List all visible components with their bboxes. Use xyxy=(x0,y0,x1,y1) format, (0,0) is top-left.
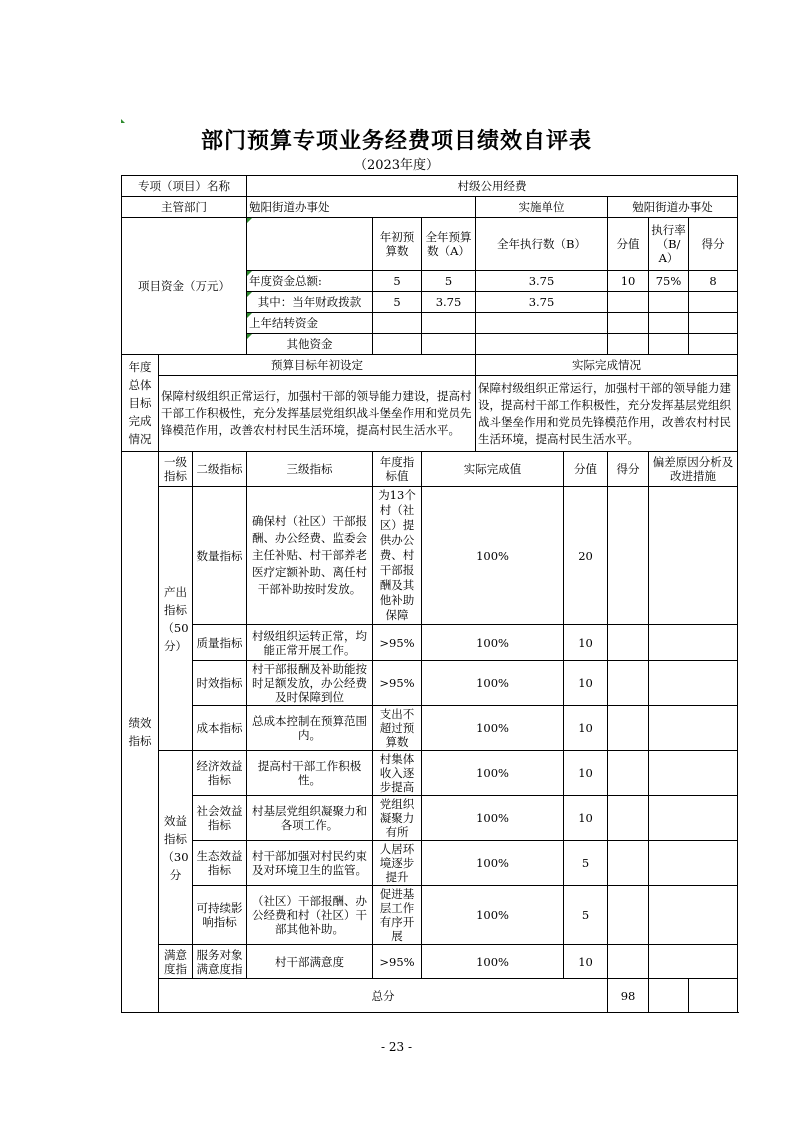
goals-actual-text: 保障村级组织正常运行，加强村干部的领导能力建设，提高村干部工作积极性，充分发挥基层党组织战斗堡垒作用和党员先锋模范作用，改善农村村民生活环境，提高村民生活水平。 xyxy=(476,376,738,452)
target-cell: 党组织凝聚力有所 xyxy=(373,796,422,841)
total-label: 总分 xyxy=(159,979,608,1013)
level3-cell: 总成本控制在预算范围内。 xyxy=(247,706,373,751)
page-number: - 23 - xyxy=(380,1040,412,1054)
analysis-cell xyxy=(649,886,738,945)
col-level2: 二级指标 xyxy=(193,452,247,487)
score-max-cell: 5 xyxy=(564,841,608,886)
funds-score: 8 xyxy=(689,271,738,292)
indicator-row xyxy=(122,625,738,661)
total-row xyxy=(122,979,738,1013)
score-max-cell: 10 xyxy=(564,661,608,706)
funds-initial: 5 xyxy=(373,292,422,313)
level2-cell: 生态效益指标 xyxy=(193,841,247,886)
score-cell xyxy=(608,945,649,979)
funds-score xyxy=(689,334,738,355)
target-cell: >95% xyxy=(373,625,422,661)
col-actual: 实际完成值 xyxy=(422,452,564,487)
goals-planned-header: 预算目标年初设定 xyxy=(159,355,476,376)
project-name-label: 专项（项目）名称 xyxy=(122,176,247,197)
funds-score-max xyxy=(608,292,649,313)
actual-cell: 100% xyxy=(422,706,564,751)
score-cell xyxy=(608,706,649,751)
indicator-row xyxy=(122,841,738,886)
funds-label: 项目资金（万元） xyxy=(122,218,247,355)
analysis-cell xyxy=(649,751,738,796)
funds-row-label: 其他资金 xyxy=(247,334,373,355)
funds-executed: 3.75 xyxy=(476,271,608,292)
funds-initial xyxy=(373,334,422,355)
total-score-max: 98 xyxy=(608,979,649,1013)
funds-score xyxy=(689,292,738,313)
funds-score xyxy=(689,313,738,334)
indicator-row xyxy=(122,751,738,796)
level3-cell: 村干部报酬及补助能按时足额发放，办公经费及时保障到位 xyxy=(247,661,373,706)
actual-cell: 100% xyxy=(422,625,564,661)
col-target: 年度指标值 xyxy=(373,452,422,487)
score-cell xyxy=(608,796,649,841)
indicator-row xyxy=(122,706,738,751)
corner-mark xyxy=(121,119,125,123)
indicator-row xyxy=(122,945,738,979)
funds-row-label: 年度资金总额: xyxy=(247,271,373,292)
funds-annual xyxy=(422,334,476,355)
funds-rate xyxy=(649,313,689,334)
funds-annual xyxy=(422,313,476,334)
actual-cell: 100% xyxy=(422,487,564,625)
col-annual-budget: 全年预算数（A） xyxy=(422,218,476,271)
score-max-cell: 10 xyxy=(564,796,608,841)
analysis-cell xyxy=(649,487,738,625)
level3-cell: 村干部满意度 xyxy=(247,945,373,979)
indicator-row xyxy=(122,661,738,706)
score-cell xyxy=(608,661,649,706)
department-row xyxy=(122,197,738,218)
level2-cell: 数量指标 xyxy=(193,487,247,625)
actual-cell: 100% xyxy=(422,661,564,706)
benefit-indicator-label: 效益指标（30分 xyxy=(159,751,193,945)
score-cell xyxy=(608,751,649,796)
funds-annual: 5 xyxy=(422,271,476,292)
score-cell xyxy=(608,886,649,945)
col-score-max: 分值 xyxy=(608,218,649,271)
output-indicator-label: 产出指标（50分） xyxy=(159,487,193,751)
dept-label: 主管部门 xyxy=(122,197,247,218)
col-executed: 全年执行数（B） xyxy=(476,218,608,271)
funds-executed xyxy=(476,334,608,355)
funds-annual: 3.75 xyxy=(422,292,476,313)
funds-executed xyxy=(476,313,608,334)
actual-cell: 100% xyxy=(422,886,564,945)
col-analysis: 偏差原因分析及改进措施 xyxy=(649,452,738,487)
goals-label: 年度总体目标完成情况 xyxy=(122,355,159,452)
level3-cell: 村干部加强对村民约束及对环境卫生的监管。 xyxy=(247,841,373,886)
funds-rate xyxy=(649,334,689,355)
total-score xyxy=(649,979,689,1013)
total-analysis xyxy=(689,979,738,1013)
score-max-cell: 10 xyxy=(564,945,608,979)
level3-cell: 村级组织运转正常，均能正常开展工作。 xyxy=(247,625,373,661)
indicator-row xyxy=(122,796,738,841)
analysis-cell xyxy=(649,661,738,706)
funds-row-label: 其中：当年财政拨款 xyxy=(247,292,373,313)
level2-cell: 服务对象满意度指 xyxy=(193,945,247,979)
funds-initial xyxy=(373,313,422,334)
actual-cell: 100% xyxy=(422,841,564,886)
indicator-row xyxy=(122,487,738,625)
level3-cell: 确保村（社区）干部报酬、办公经费、监委会主任补贴、村干部养老医疗定额补助、离任村干部补助按时发放。 xyxy=(247,487,373,625)
score-max-cell: 10 xyxy=(564,625,608,661)
document-year: （2023年度） xyxy=(353,158,440,173)
score-cell xyxy=(608,841,649,886)
level2-cell: 社会效益指标 xyxy=(193,796,247,841)
target-cell: 支出不超过预算数 xyxy=(373,706,422,751)
indicators-label: 绩效指标 xyxy=(122,452,159,1013)
funds-blank-header xyxy=(247,218,373,271)
score-max-cell: 20 xyxy=(564,487,608,625)
col-score: 得分 xyxy=(689,218,738,271)
target-cell: 为13个村（社区）提供办公费、村干部报酬及其他补助保障 xyxy=(373,487,422,625)
actual-cell: 100% xyxy=(422,751,564,796)
impl-unit-label: 实施单位 xyxy=(476,197,608,218)
score-max-cell: 10 xyxy=(564,751,608,796)
indicators-header-row xyxy=(122,452,738,487)
level2-cell: 经济效益指标 xyxy=(193,751,247,796)
col-exec-rate: 执行率（B/A） xyxy=(649,218,689,271)
satisfaction-indicator-label: 满意度指 xyxy=(159,945,193,979)
col-score: 得分 xyxy=(608,452,649,487)
project-name-row xyxy=(122,176,738,197)
level2-cell: 成本指标 xyxy=(193,706,247,751)
funds-rate xyxy=(649,292,689,313)
target-cell: 人居环境逐步提升 xyxy=(373,841,422,886)
evaluation-table xyxy=(121,175,738,1013)
target-cell: 村集体收入逐步提高 xyxy=(373,751,422,796)
score-cell xyxy=(608,625,649,661)
target-cell: >95% xyxy=(373,661,422,706)
col-level1: 一级指标 xyxy=(159,452,193,487)
level3-cell: （社区）干部报酬、办公经费和村（社区）干部其他补助。 xyxy=(247,886,373,945)
score-cell xyxy=(608,487,649,625)
actual-cell: 100% xyxy=(422,945,564,979)
document-title: 部门预算专项业务经费项目绩效自评表 xyxy=(200,129,592,154)
level2-cell: 质量指标 xyxy=(193,625,247,661)
score-max-cell: 10 xyxy=(564,706,608,751)
level2-cell: 可持续影响指标 xyxy=(193,886,247,945)
funds-initial: 5 xyxy=(373,271,422,292)
funds-score-max: 10 xyxy=(608,271,649,292)
analysis-cell xyxy=(649,945,738,979)
level3-cell: 提高村干部工作积极性。 xyxy=(247,751,373,796)
goals-planned-text: 保障村级组织正常运行，加强村干部的领导能力建设，提高村干部工作积极性，充分发挥基层党组织战斗堡垒作用和党员先锋模范作用，改善农村村民生活环境，提高村民生活水平。 xyxy=(159,376,476,452)
indicator-row xyxy=(122,886,738,945)
level3-cell: 村基层党组织凝聚力和各项工作。 xyxy=(247,796,373,841)
funds-rate: 75% xyxy=(649,271,689,292)
col-initial-budget: 年初预算数 xyxy=(373,218,422,271)
analysis-cell xyxy=(649,796,738,841)
actual-cell: 100% xyxy=(422,796,564,841)
impl-unit-value: 勉阳街道办事处 xyxy=(608,197,738,218)
funds-header-row xyxy=(122,218,738,271)
target-cell: >95% xyxy=(373,945,422,979)
project-name-value: 村级公用经费 xyxy=(247,176,738,197)
goals-content-row xyxy=(122,376,738,452)
funds-executed: 3.75 xyxy=(476,292,608,313)
target-cell: 促进基层工作有序开展 xyxy=(373,886,422,945)
funds-score-max xyxy=(608,334,649,355)
goals-actual-header: 实际完成情况 xyxy=(476,355,738,376)
col-score-max: 分值 xyxy=(564,452,608,487)
goals-header-row xyxy=(122,355,738,376)
dept-value: 勉阳街道办事处 xyxy=(247,197,476,218)
analysis-cell xyxy=(649,706,738,751)
funds-row-label: 上年结转资金 xyxy=(247,313,373,334)
funds-score-max xyxy=(608,313,649,334)
score-max-cell: 5 xyxy=(564,886,608,945)
analysis-cell xyxy=(649,841,738,886)
level2-cell: 时效指标 xyxy=(193,661,247,706)
analysis-cell xyxy=(649,625,738,661)
col-level3: 三级指标 xyxy=(247,452,373,487)
